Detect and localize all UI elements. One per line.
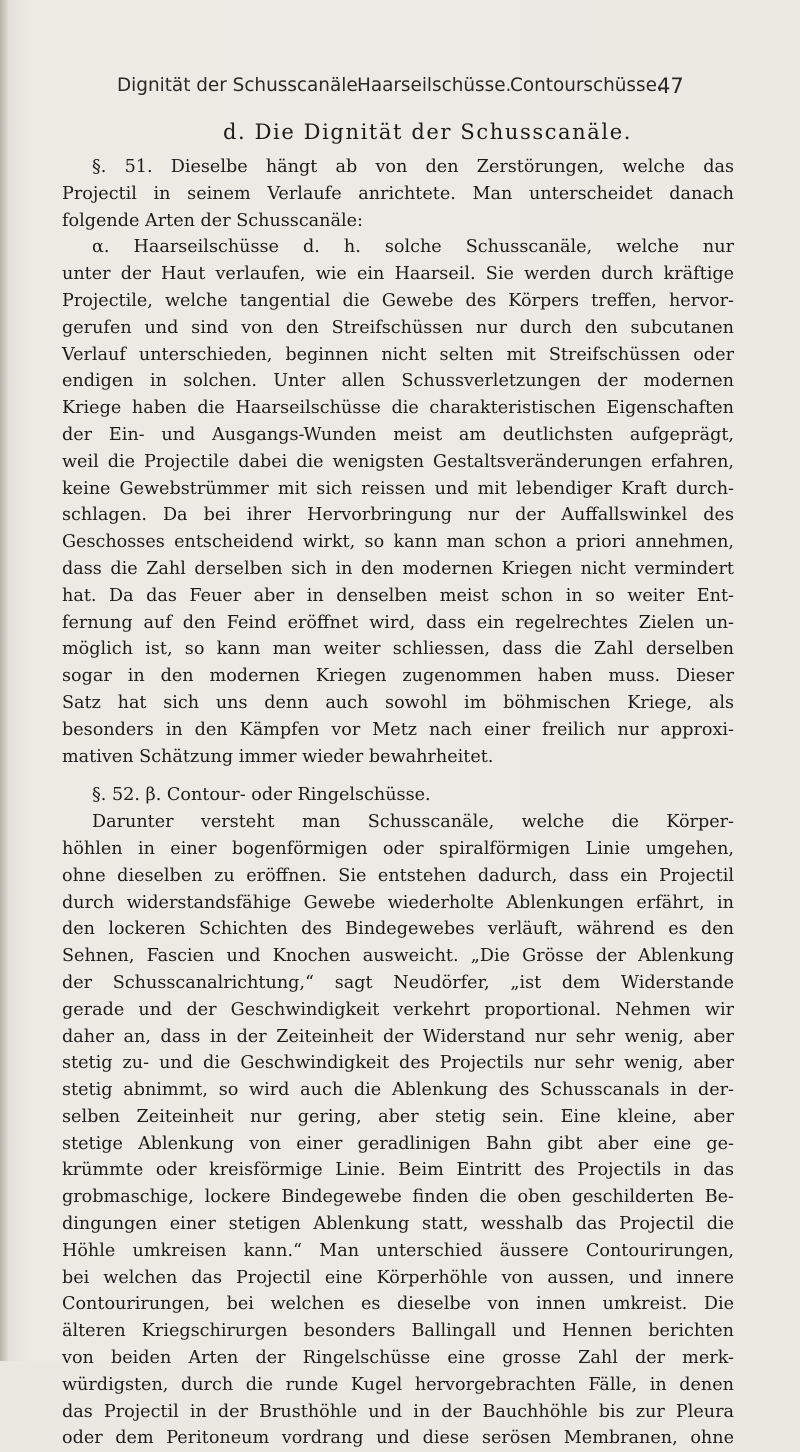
text-line: von beiden Arten der Ringelschüsse eine grosse Zahl der merk- — [62, 1348, 734, 1369]
running-head — [117, 72, 685, 100]
text-line: besonders in den Kämpfen vor Metz nach einer freilich nur approxi- — [62, 719, 734, 740]
body-text — [62, 154, 734, 1452]
text-line: mativen Schätzung immer wieder bewahrheitet. — [62, 746, 494, 767]
text-line: Darunter versteht man Schusscanäle, welche die Körper- — [92, 812, 734, 833]
running-head-left: Dignität der Schusscanäle. — [117, 75, 364, 96]
text-line: der Schusscanalrichtung,“ sagt Neudörfer, „ist dem Widerstande — [62, 972, 734, 993]
text-line: möglich ist, so kann man weiter schliessen, dass die Zahl derselben — [62, 639, 734, 660]
text-line: dingungen einer stetigen Ablenkung statt, wesshalb das Projectil die — [62, 1214, 734, 1235]
text-line: bei welchen das Projectil eine Körperhöhle von aussen, und innere — [62, 1267, 734, 1288]
text-line: hat. Da das Feuer aber in denselben meist schon in so weiter Ent- — [62, 585, 734, 606]
text-line: Höhle umkreisen kann.“ Man unterschied äussere Contourirungen, — [62, 1240, 734, 1261]
text-line: ohne dieselben zu eröffnen. Sie entstehen dadurch, dass ein Projectil — [62, 865, 734, 886]
text-line: endigen in solchen. Unter allen Schussverletzungen der modernen — [62, 371, 734, 392]
text-line: dass die Zahl derselben sich in den modernen Kriegen nicht vermindert — [62, 558, 734, 579]
text-line: höhlen in einer bogenförmigen oder spiralförmigen Linie umgehen, — [62, 838, 734, 859]
running-head-right: Contourschüsse. — [510, 75, 663, 96]
text-line: das Projectil in der Brusthöhle und in der Bauchhöhle bis zur Pleura — [62, 1401, 734, 1422]
text-line: weil die Projectile dabei die wenigsten Gestaltsveränderungen erfahren, — [62, 451, 734, 472]
text-line: gerade und der Geschwindigkeit verkehrt proportional. Nehmen wir — [62, 999, 734, 1020]
text-line: Sehnen, Fascien und Knochen ausweicht. „Die Grösse der Ablenkung — [62, 946, 734, 967]
text-line: älteren Kriegschirurgen besonders Ballingall und Hennen berichten — [62, 1321, 734, 1342]
paragraph-gap — [62, 770, 734, 782]
text-line: Kriege haben die Haarseilschüsse die charakteristischen Eigenschaften — [62, 398, 734, 419]
subsection-heading: §. 52. β. Contour- oder Ringelschüsse. — [92, 785, 431, 806]
text-line: stetig abnimmt, so wird auch die Ablenkung des Schusscanals in der- — [62, 1080, 734, 1101]
text-line: fernung auf den Feind eröffnet wird, dass ein regelrechtes Zielen un- — [62, 612, 734, 633]
text-line: oder dem Peritoneum vordrang und diese serösen Membranen, ohne — [62, 1428, 734, 1449]
text-line: folgende Arten der Schusscanäle: — [62, 210, 363, 231]
page-number: 47 — [657, 74, 684, 98]
running-head-middle: Haarseilschüsse. — [357, 75, 512, 96]
text-line: keine Gewebstrümmer mit sich reissen und mit lebendiger Kraft durch- — [62, 478, 734, 499]
text-line: gerufen und sind von den Streifschüssen nur durch den subcutanen — [62, 317, 734, 338]
text-line: den lockeren Schichten des Bindegewebes verläuft, während es den — [62, 919, 734, 940]
text-line: §. 51. Dieselbe hängt ab von den Zerstörungen, welche das — [92, 157, 734, 177]
text-line: würdigsten, durch die runde Kugel hervorgebrachten Fälle, in denen — [62, 1374, 734, 1395]
text-line: sogar in den modernen Kriegen zugenommen haben muss. Dieser — [62, 666, 734, 687]
text-line: Projectil in seinem Verlaufe anrichtete. Man unterscheidet danach — [62, 183, 734, 204]
text-line: unter der Haut verlaufen, wie ein Haarseil. Sie werden durch kräftige — [62, 264, 734, 285]
page-gutter-shadow — [0, 0, 8, 1361]
text-line: stetige Ablenkung von einer geradlinigen Bahn gibt aber eine ge- — [62, 1133, 734, 1154]
text-line: α. Haarseilschüsse d. h. solche Schusscanäle, welche nur — [92, 237, 734, 258]
text-line: daher an, dass in der Zeiteinheit der Widerstand nur sehr wenig, aber — [62, 1026, 734, 1047]
text-line: Geschosses entscheidend wirkt, so kann man schon a priori annehmen, — [62, 532, 734, 553]
text-line: stetig zu- und die Geschwindigkeit des Projectils nur sehr wenig, aber — [62, 1053, 734, 1074]
text-line: Satz hat sich uns denn auch sowohl im böhmischen Kriege, als — [62, 692, 734, 713]
text-line: der Ein- und Ausgangs-Wunden meist am deutlichsten aufgeprägt, — [62, 424, 734, 445]
text-line: durch widerstandsfähige Gewebe wiederholte Ablenkungen erfährt, in — [62, 892, 734, 913]
section-heading: d. Die Dignität der Schusscanäle. — [223, 120, 633, 144]
text-line: Contourirungen, bei welchen es dieselbe von innen umkreist. Die — [62, 1294, 734, 1315]
text-line: schlagen. Da bei ihrer Hervorbringung nur der Auffallswinkel des — [62, 505, 734, 526]
text-line: krümmte oder kreisförmige Linie. Beim Eintritt des Projectils in das — [62, 1160, 734, 1181]
text-line: selben Zeiteinheit nur gering, aber stetig sein. Eine kleine, aber — [62, 1106, 734, 1127]
text-line: Verlauf unterschieden, beginnen nicht selten mit Streifschüssen oder — [62, 344, 734, 365]
text-line: Projectile, welche tangential die Gewebe des Körpers treffen, hervor- — [62, 290, 734, 311]
text-line: grobmaschige, lockere Bindegewebe finden die oben geschilderten Be- — [62, 1187, 734, 1208]
